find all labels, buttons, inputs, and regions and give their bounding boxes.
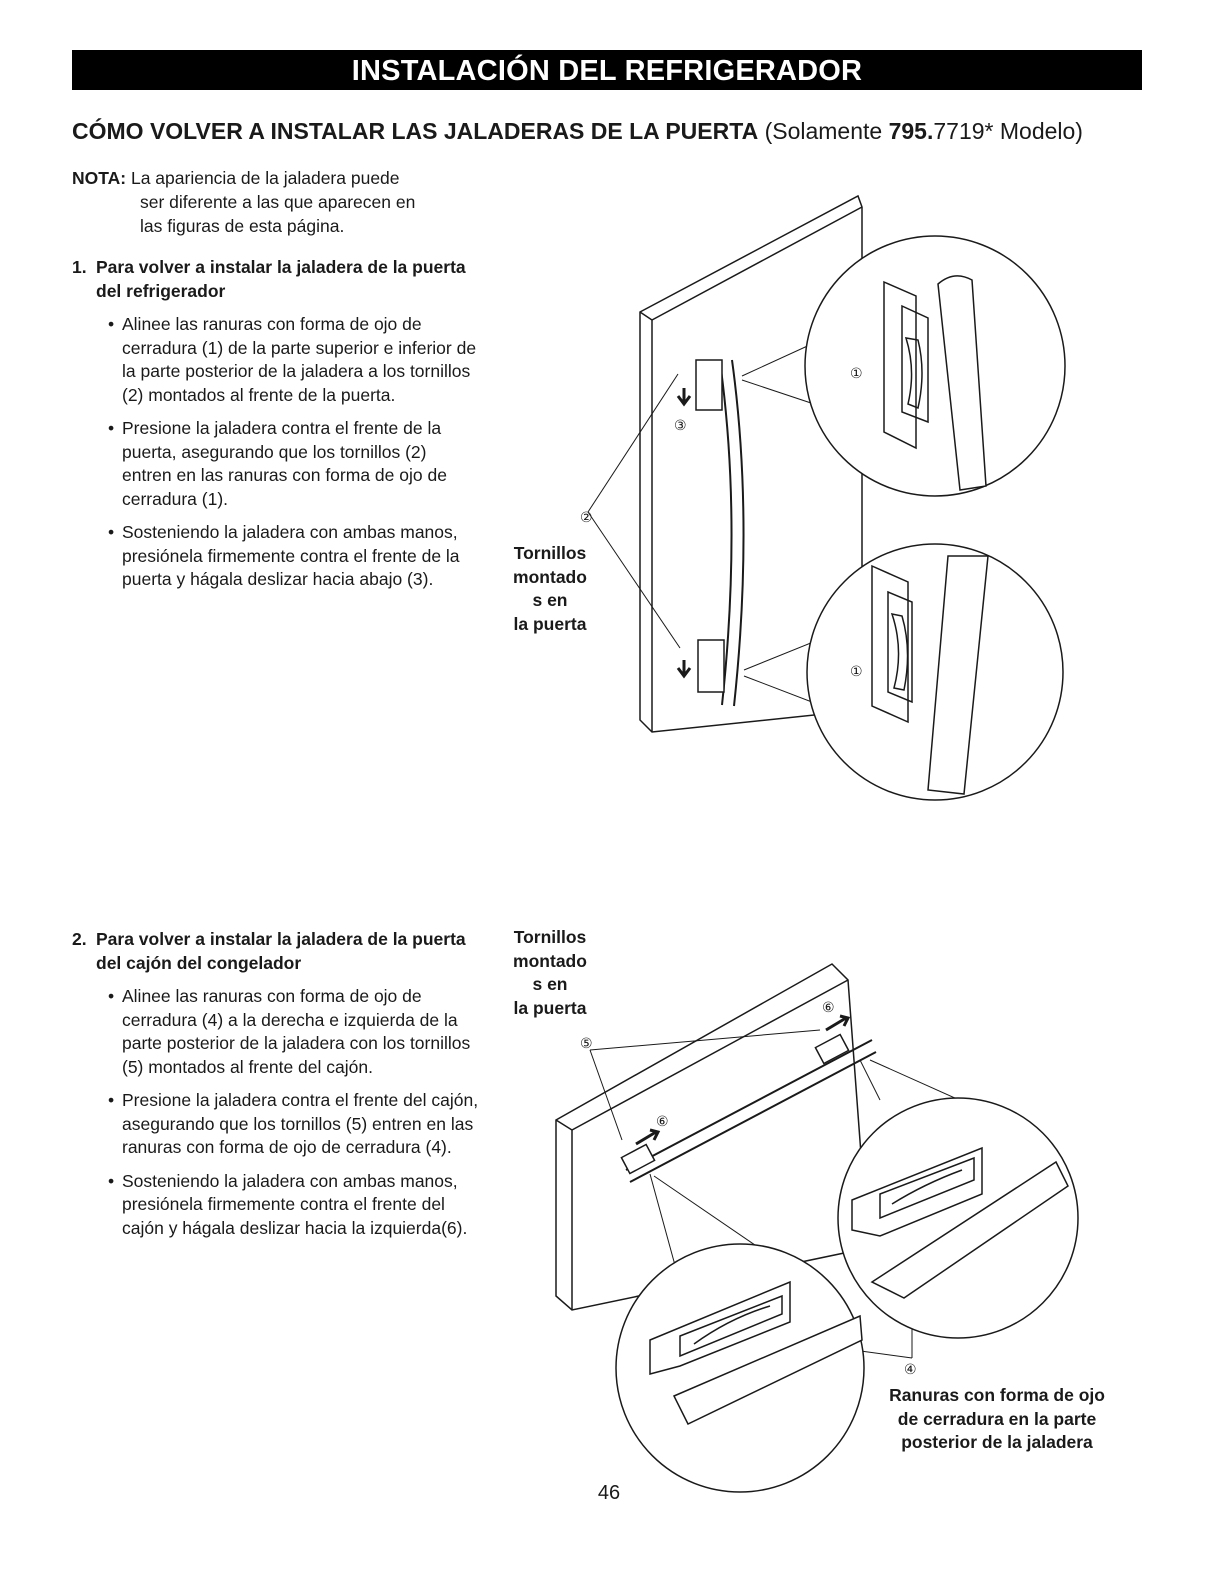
step-1-bullet-1: • Alinee las ranuras con forma de ojo de cerradura (1) de la parte superior e inferior de la parte posterior de la jaladera a los tornillos (2) montados al frente de la puerta.: [108, 313, 477, 407]
screws-label-2-line-3: s en: [532, 974, 568, 994]
callout-1-top: ①: [850, 366, 863, 382]
page-number: 46: [597, 1482, 621, 1504]
keyhole-slots-label: [866, 1384, 1128, 1455]
slots-label-line-3: posterior de la jaladera: [901, 1432, 1093, 1452]
screws-label-1-line-1: Tornillos: [513, 543, 587, 563]
heading-model-rest: 7719* Modelo): [933, 118, 1083, 144]
callout-5: ⑤: [580, 1036, 593, 1052]
note-label: NOTA:: [72, 168, 127, 188]
callout-6-left: ⑥: [656, 1114, 669, 1130]
screws-label-1-line-4: la puerta: [513, 613, 587, 634]
screws-label-2-line-1: Tornillos: [513, 927, 587, 947]
section-banner: INSTALACIÓN DEL REFRIGERADOR: [72, 50, 1142, 90]
step-2-title: Para volver a instalar la jaladera de la puerta del cajón del congelador: [96, 929, 466, 973]
note-line-2: ser diferente a las que aparecen en: [140, 192, 416, 212]
screws-label-1-line-2: montado: [513, 566, 587, 587]
screws-label-figure-2: [500, 926, 600, 1020]
step-1-bullet-3: • Sosteniendo la jaladera con ambas manos, presiónela firmemente contra el frente de la puerta y hágala deslizar hacia abajo (3).: [108, 521, 477, 592]
callout-2: ②: [580, 510, 593, 526]
heading-paren: (Solamente: [758, 118, 889, 144]
heading-model-bold: 795.: [888, 118, 934, 144]
screws-label-1-line-3: s en: [532, 590, 568, 610]
callout-1-bottom: ①: [850, 664, 863, 680]
note-line-1: La apariencia de la jaladera puede: [126, 168, 400, 188]
step-1-number: 1.: [72, 257, 87, 277]
step-2-bullet-2: • Presione la jaladera contra el frente del cajón, asegurando que los tornillos (5) entren en las ranuras con forma de ojo de cerradura (4).: [108, 1089, 484, 1160]
screws-label-2-line-4: la puerta: [513, 997, 587, 1018]
slots-label-line-1: Ranuras con forma de ojo: [889, 1385, 1105, 1405]
step-2-bullet-1: • Alinee las ranuras con forma de ojo de cerradura (4) a la derecha e izquierda de la parte posterior de la jaladera con los tornillos (5) montados al frente del cajón.: [108, 985, 484, 1079]
slots-label-line-2: de cerradura en la parte: [897, 1408, 1097, 1429]
step-1-bullet-2: • Presione la jaladera contra el frente de la puerta, asegurando que los tornillos (2) entren en las ranuras con forma de ojo de cerradura (1).: [108, 417, 477, 511]
screws-label-2-line-2: montado: [513, 950, 587, 971]
heading-bold: CÓMO VOLVER A INSTALAR LAS JALADERAS DE LA PUERTA: [72, 118, 759, 144]
callout-3: ③: [674, 418, 687, 434]
callout-4: ④: [904, 1362, 917, 1378]
detail-circle-right: [838, 1098, 1078, 1338]
step-2-number: 2.: [72, 929, 87, 949]
callout-6-right: ⑥: [822, 1000, 835, 1016]
step-1-title: Para volver a instalar la jaladera de la puerta del refrigerador: [96, 257, 466, 301]
step-2-bullet-3: • Sosteniendo la jaladera con ambas manos, presiónela firmemente contra el frente del cajón y hágala deslizar hacia la izquierda(6).: [108, 1170, 484, 1241]
note-line-3: las figuras de esta página.: [140, 216, 345, 236]
